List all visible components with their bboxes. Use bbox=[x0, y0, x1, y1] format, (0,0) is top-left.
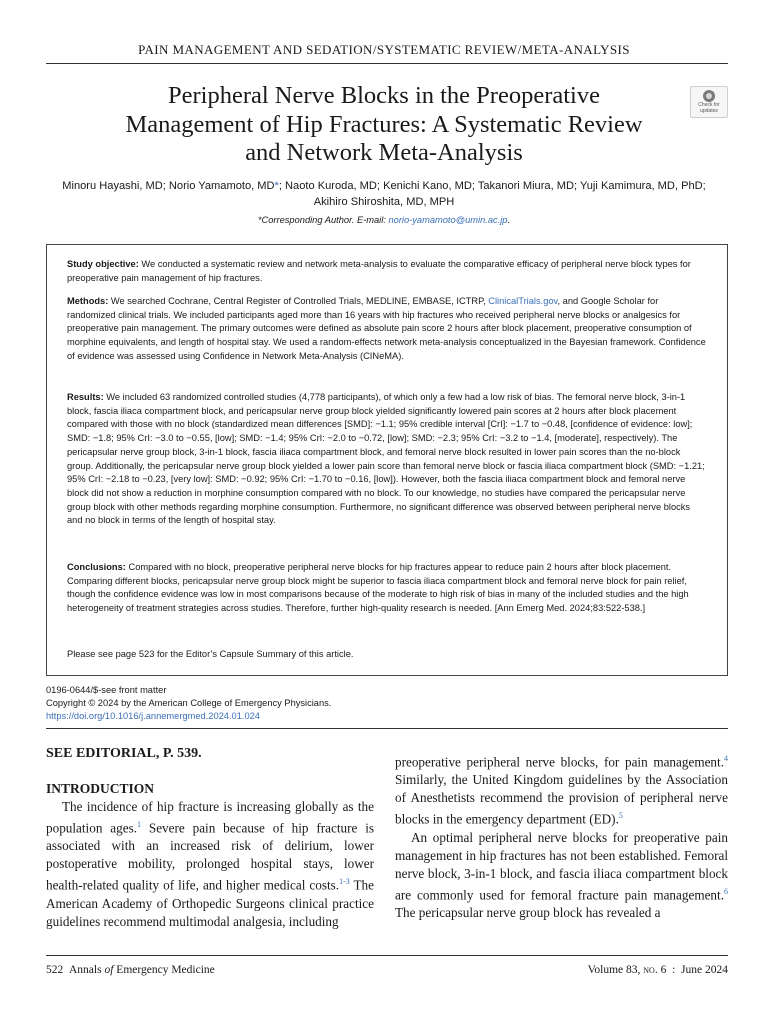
left-column bbox=[46, 798, 374, 931]
results-label: Results: bbox=[67, 392, 104, 402]
corresponding-author bbox=[0, 215, 768, 225]
check-for-updates-icon bbox=[703, 90, 715, 102]
capsule-summary-note: Please see page 523 for the Editor’s Capsule Summary of this article. bbox=[67, 649, 354, 659]
right-column bbox=[395, 750, 728, 922]
intro-paragraph-1-cont bbox=[395, 750, 728, 829]
abstract-objective bbox=[67, 258, 707, 285]
ref-5-link[interactable]: 5 bbox=[618, 811, 623, 821]
body-divider bbox=[46, 728, 728, 729]
methods-text-b: , and Google Scholar for randomized clinical trials. We included participants aged more than 16 years with hip fractures who received peripheral nerve blocks or analgesics for preoperative pain management. The primary outcomes were defined as absolute pain score 2 hours after block placement, preoperative consumption of morphine equivalents, and length of hospital stay. We used a random-effects network meta-analysis conceptualized in the Bayesian framework. Confidence of evidence was assessed using Confidence in Network Meta-Analysis (CINeMA). bbox=[67, 296, 706, 361]
see-editorial-note: SEE EDITORIAL, P. 539. bbox=[46, 746, 202, 761]
author-list bbox=[40, 179, 728, 210]
conclusions-label: Conclusions: bbox=[67, 562, 126, 572]
right-text-b: Similarly, the United Kingdom guidelines by the Association of Anesthetists recommend the provision of peripheral nerve blocks in the emergency department (ED). bbox=[395, 772, 728, 827]
right-text-p2b: The pericapsular nerve group block has revealed a bbox=[395, 905, 661, 921]
corresponding-end: . bbox=[507, 215, 511, 225]
ref-1-link[interactable]: 1 bbox=[137, 820, 141, 829]
clinicaltrials-link[interactable]: ClinicalTrials.gov bbox=[488, 296, 558, 306]
methods-label: Methods: bbox=[67, 296, 109, 306]
introduction-heading: INTRODUCTION bbox=[46, 781, 155, 796]
authors-line1-start: Minoru Hayashi, MD; Norio Yamamoto, MD bbox=[62, 180, 275, 192]
results-text: We included 63 randomized controlled studies (4,778 participants), of which only a few had a low risk of bias. The femoral nerve block, 3-in-1 block, fascia iliaca compartment block, and pericapsular nerve group block yielded significantly lowered pain scores at 2 hours after block placement compared with those with no block (standardized mean differences [SMD]: −1.1; 95% credible interval [CrI]: −1.7 to −0.48, [confidence of evidence: low]; SMD: −1.8; 95% CrI: −3.0 to −0.55, [low]; SMD: −1.4; 95% CrI: −2.0 to −0.72, [low]; SMD: −2.3; 95% CrI: −3.2 to −1.4, [moderate], respectively). The pericapsular nerve group block, 3-in-1 block, fascia iliaca compartment block, and femoral nerve block resulted in lower pain scores than the no-block group. Additionally, the pericapsular nerve group block yielded a lower pain score than femoral nerve block or fascia iliaca compartment block (SMD: −1.21; 95% CrI: −2.18 to −0.23, [very low]: SMD: −0.92; 95% CrI: −1.70 to −0.16, [low]). However, both the fascia iliaca compartment block and femoral nerve block did not show a reduction in morphine consumption compared with no block. To our knowledge, no studies have compared the pericapsular nerve group block with other methods regarding morphine consumption. Furthermore, no significant difference was observed between peripheral nerve blocks and no block in terms of the length of hospital stay. bbox=[67, 392, 705, 526]
front-matter bbox=[46, 684, 646, 723]
front-matter-line1: 0196-0644/$-see front matter bbox=[46, 685, 167, 695]
objective-label: Study objective: bbox=[67, 259, 139, 269]
check-for-updates-label: Check for updates bbox=[698, 102, 720, 114]
journal-name-of: of bbox=[104, 964, 114, 976]
abstract-methods bbox=[67, 295, 707, 364]
journal-name-end: Emergency Medicine bbox=[113, 964, 215, 976]
abstract-results bbox=[67, 391, 707, 528]
corresponding-label: *Corresponding Author. E-mail: bbox=[257, 215, 389, 225]
right-text-p2a: An optimal peripheral nerve blocks for preoperative pain management in hip fractures has not been established. Femoral nerve block, 3-in-1 block, and fascia iliaca compartment block are commonly used for femoral fracture pain management. bbox=[395, 829, 728, 903]
volume-label: Volume 83, bbox=[587, 964, 644, 976]
abstract-conclusions bbox=[67, 561, 707, 616]
objective-text: We conducted a systematic review and network meta-analysis to evaluate the comparative efficacy of peripheral nerve block types for preoperative pain management of hip fractures. bbox=[67, 259, 691, 283]
conclusions-text: Compared with no block, preoperative peripheral nerve blocks for hip fractures appear to reduce pain 2 hours after block placement. Comparing different blocks, pericapsular nerve group block might be superior to fascia iliaca compartment block and femoral nerve block for pain relief, though the confidence evidence was low in most comparisons because of the moderate to high risk of bias in many of the included studies and the high heterogeneity of treatment strategies across studies. Therefore, further high-quality research is needed. [Ann Emerg Med. 2024;83:522-538.] bbox=[67, 562, 689, 614]
intro-text-a: The incidence of hip fracture is increasing globally as the population ages. bbox=[46, 799, 374, 836]
intro-paragraph-2 bbox=[395, 829, 728, 922]
right-text-a: preoperative peripheral nerve blocks, for pain management. bbox=[395, 754, 724, 770]
corresponding-email-link[interactable]: norio-yamamoto@umin.ac.jp bbox=[388, 215, 508, 225]
footer-separator: : bbox=[666, 964, 682, 976]
footer-journal bbox=[46, 964, 215, 976]
issue-number: no. 6 bbox=[643, 964, 667, 976]
page-number: 522 bbox=[46, 964, 64, 976]
methods-text-a: We searched Cochrane, Central Register of Controlled Trials, MEDLINE, EMBASE, ICTRP, bbox=[108, 296, 489, 306]
footer-volume bbox=[588, 964, 728, 976]
intro-paragraph-1 bbox=[46, 798, 374, 931]
doi-link[interactable]: https://doi.org/10.1016/j.annemergmed.2024.01.024 bbox=[46, 711, 260, 721]
ref-4-link[interactable]: 4 bbox=[724, 754, 728, 763]
footer-divider bbox=[46, 955, 728, 956]
corresponding-asterisk-link[interactable]: * bbox=[274, 180, 279, 192]
ref-6-link[interactable]: 6 bbox=[724, 886, 728, 896]
authors-line1-end: ; Naoto Kuroda, MD; Kenichi Kano, MD; Takanori Miura, MD; Yuji Kamimura, MD, PhD; bbox=[278, 180, 706, 192]
check-for-updates-badge[interactable] bbox=[690, 86, 728, 118]
intro-text-b: Severe pain because of hip fracture is associated with an increased risk of delirium, lower postoperative mobility, prolonged hospital stays, lower health-related quality of life, and higher medical costs. bbox=[46, 820, 374, 893]
authors-line2: Akihiro Shiroshita, MD, MPH bbox=[313, 195, 455, 208]
ref-1-3-link[interactable]: 1-3 bbox=[339, 877, 350, 887]
journal-name-start: Annals bbox=[69, 964, 105, 976]
section-header: PAIN MANAGEMENT AND SEDATION/SYSTEMATIC REVIEW/META-ANALYSIS bbox=[138, 42, 630, 57]
issue-date: June 2024 bbox=[681, 964, 728, 976]
article-title: Peripheral Nerve Blocks in the Preoperative Management of Hip Fractures: A Systematic Review and Network Meta-Analysis bbox=[125, 82, 643, 166]
header-divider bbox=[46, 63, 728, 64]
intro-text-c: The American Academy of Orthopedic Surgeons clinical practice guidelines recommend multimodal analgesia, including bbox=[46, 877, 375, 929]
copyright-line: Copyright © 2024 by the American College of Emergency Physicians. bbox=[46, 698, 332, 708]
